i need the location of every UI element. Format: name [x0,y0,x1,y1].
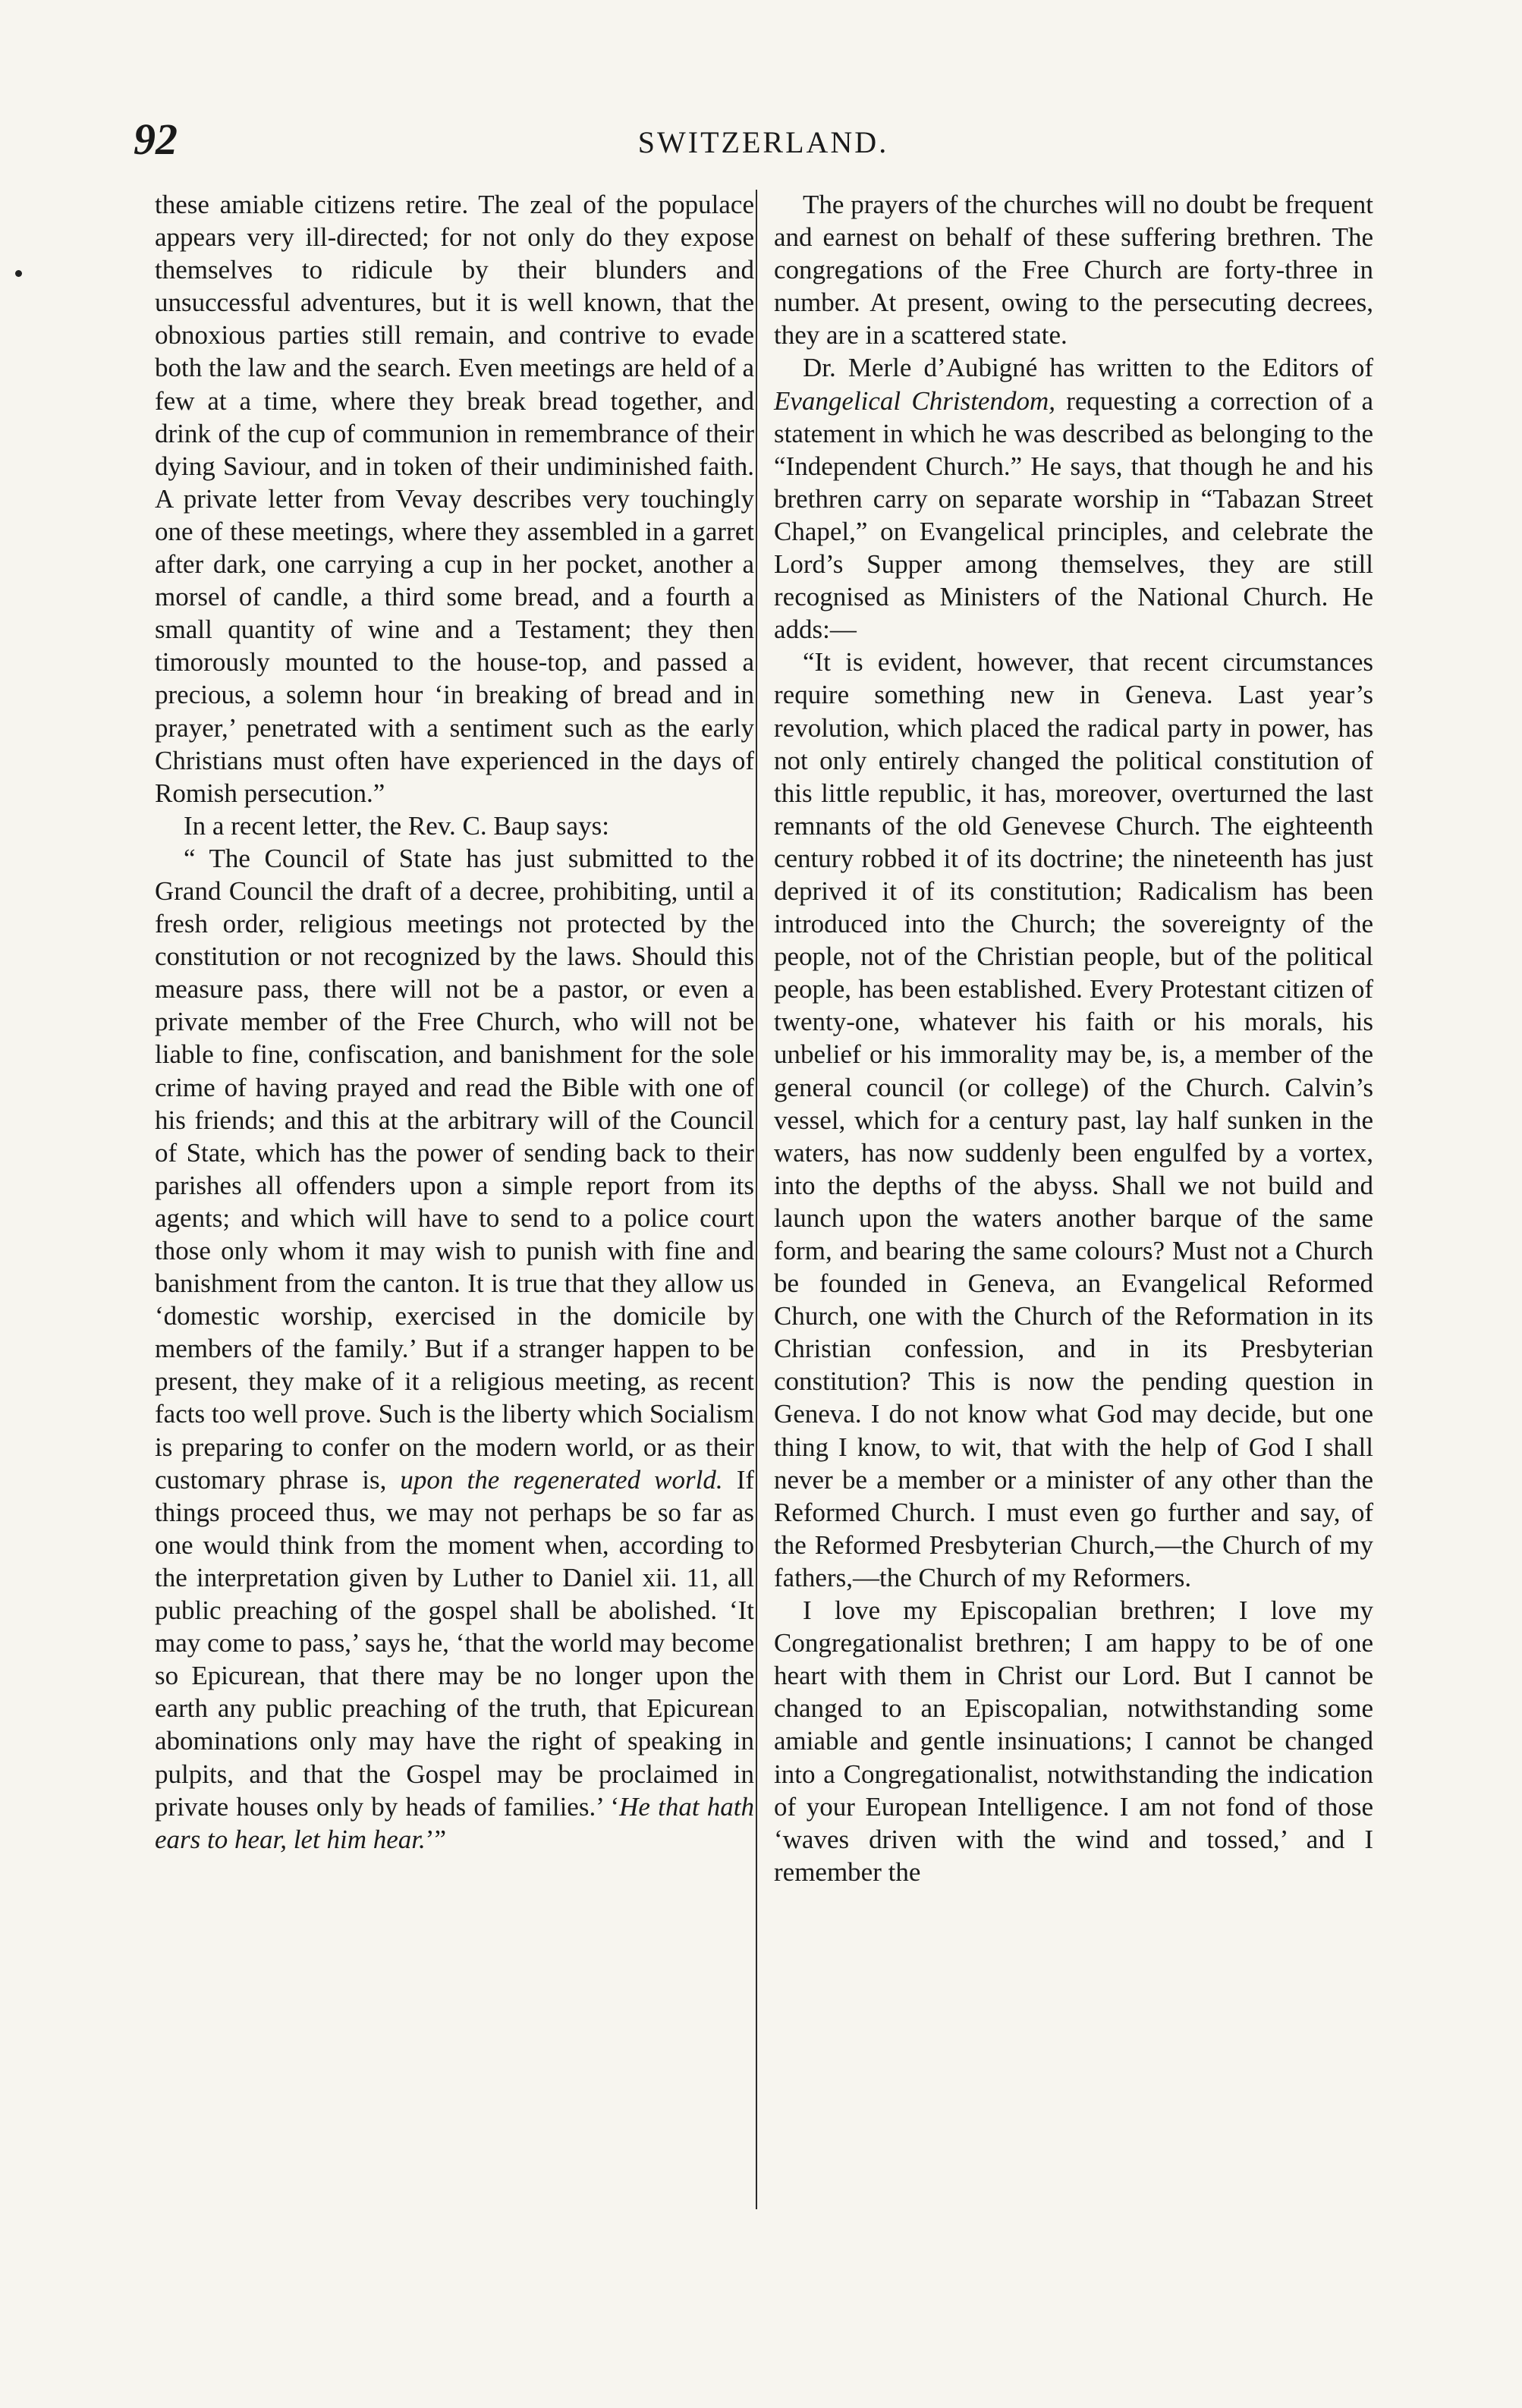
right-paragraph-1: The prayers of the churches will no doubt be frequent and earnest on behalf of these suffering brethren. The congregations of the Free Church are forty-three in number. At present, owing to the persecuting decrees, they are in a scattered state. [774,190,1373,351]
quote-text: “ The Council of State has just submitted to the Grand Council the draft of a decree, prohibiting, until a fresh order, religious meetings not protected by the constitution or not recognized by the laws. Should this measure pass, there will not be a pastor, or even a private member of the Free Church, who will not be liable to fine, confiscation, and banishment for the sole crime of having prayed and read the Bible with one of his friends; and this at the arbitrary will of the Council of State, which has the power of sending back to their parishes all offenders upon a simple report from its agents; and which will have to send to a police court those only whom it may wish to punish with fine and banishment from the canton. It is true that they allow us ‘domestic worship, exercised in the domicile by members of the family.’ But if a stranger happen to be present, they make of it a religious meeting, as recent facts too well prove. Such is the liberty which Socialism is preparing to confer on the modern world, or as their customary phrase is, [155,843,754,1495]
quote-emphasis: He that hath ears to hear, let him hear. [155,1791,754,1854]
running-head: SWITZERLAND. [637,125,889,159]
right-paragraph-2 [774,351,1373,646]
left-paragraph-3 [155,842,754,1856]
column-divider [756,190,757,2209]
right-column [774,188,1373,1888]
left-paragraph-2: In a recent letter, the Rev. C. Baup says: [184,810,610,841]
page-header [134,114,1393,174]
page-number: 92 [134,115,178,164]
left-paragraph-1: these amiable citizens retire. The zeal of the populace appears very ill-directed; for not only do they expose themselves to ridicule by their blunders and unsuccessful adventures, but it is well known, that the obnoxious parties still remain, and contrive to evade both the law and the search. Even meetings are held of a few at a time, where they break bread together, and drink of the cup of communion in remembrance of their dying Saviour, and in token of their undiminished faith. A private letter from Vevay describes very touchingly one of these meetings, where they assembled in a garret after dark, one carrying a cup in her pocket, another a morsel of candle, a third some bread, and a fourth a small quantity of wine and a Testament; they then timorously mounted to the house-top, and passed a precious, a solemn hour ‘in breaking of bread and in prayer,’ penetrated with a sentiment such as the early Christians must often have experienced in the days of Romish persecution.” [155,190,754,808]
right-paragraph-4: I love my Episcopalian brethren; I love my Congregationalist brethren; I am happy to be of one heart with them in Christ our Lord. But I cannot be changed to an Episcopalian, notwithstanding some amiable and gentle insinuations; I cannot be changed into a Congregationalist, notwithstanding the indication of your European Intelligence. I am not fond of those ‘waves driven with the wind and tossed,’ and I remember the [774,1595,1373,1887]
paragraph-text: requesting a correction of a statement in which he was described as belonging to the “Independent Church.” He says, that though he and his brethren carry on separate worship in “Tabazan Street Chapel,” on Evangelical principles, and celebrate the Lord’s Supper among themselves, they are still recognised as Ministers of the National Church. He adds:— [774,385,1373,645]
right-paragraph-3: “It is evident, however, that recent circumstances require something new in Geneva. Last year’s revolution, which placed the radical party in power, has not only entirely changed the political constitution of this little republic, it has, moreover, overturned the last remnants of the old Genevese Church. The eighteenth century robbed it of its doctrine; the nineteenth has just deprived it of its constitution; Radicalism has been introduced into the Church; the sovereignty of the people, not of the Christian people, but of the political people, has been established. Every Protestant citizen of twenty-one, whatever his faith or his morals, his unbelief or his immorality may be, is, a member of the general council (or college) of the Church. Calvin’s vessel, which for a century past, lay half sunken in the waters, has now suddenly been engulfed by a vortex, into the depths of the abyss. Shall we not build and launch upon the waters another barque of the same form, and bearing the same colours? Must not a Church be founded in Geneva, an Evangelical Reformed Church, one with the Church of the Reformation in its Christian confession, and in its Presbyterian constitution? This is now the pending question in Geneva. I do not know what God may decide, but one thing I know, to wit, that with the help of God I shall never be a member or a minister of any other than the Reformed Church. I must even go further and say, of the Reformed Presbyterian Church,—the Church of my fathers,—the Church of my Reformers. [774,647,1373,1592]
quote-text: If things proceed thus, we may not perhaps be so far as one would think from the moment when, according to the interpretation given by Luther to Daniel xii. 11, all public preaching of the gospel shall be abolished. ‘It may come to pass,’ says he, ‘that the world may become so Epicurean, that there may be no longer upon the earth any public preaching of the truth, that Epicurean abominations only may have the right of speaking in pulpits, and that the Gospel may be proclaimed in private houses only by heads of families.’ ‘ [155,1464,754,1822]
publication-title: Evangelical Christendom, [774,385,1055,416]
margin-mark [15,270,22,277]
quote-emphasis: upon the regenerated world. [400,1464,723,1495]
paragraph-text: Dr. Merle d’Aubigné has written to the Editors of [803,353,1373,383]
left-column [155,188,754,1856]
quote-close: ’” [425,1824,446,1854]
